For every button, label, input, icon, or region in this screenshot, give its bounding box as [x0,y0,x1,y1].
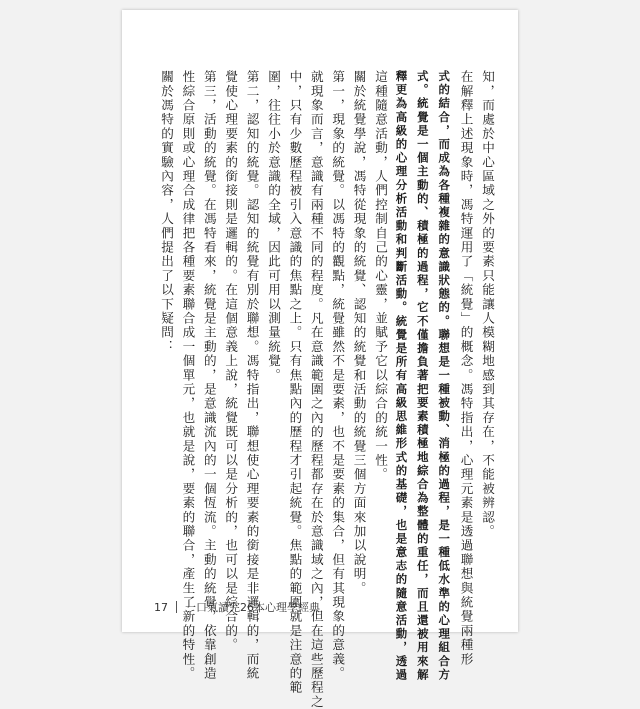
text-column-5: 釋更為高級的心理分析活動和判斷活動。統覺是所有高級思維形式的基礎，也是意志的隨意活動，透過 [394,70,409,682]
text-column-12: 第二，認知的統覺。認知的統覺有別於聯想。馮特指出，聯想使心理要素的銜接是非邏輯的，而統 [244,70,260,681]
text-column-4: 式。統覺是一個主動的、積極的過程，它不僅擔負著把要素積極地綜合為整體的重任，而且還被用來解 [415,70,430,682]
text-column-6: 這種隨意活動，人們控制自己的心靈，並賦予它以綜合的統一性。 [373,70,388,482]
text-column-8: 第一，現象的統覺。以馮特的觀點，統覺雖然不是要素，也不是要素的集合，但有其現象的意義。 [330,70,346,681]
book-page [122,10,518,709]
text-column-13: 覺使心理要素的銜接則是邏輯的。在這個意義上說，統覺既可以是分析的，也可以是綜合的。 [223,70,239,653]
page-footer [152,599,320,615]
book-title: 一口氣讀完26本心理學經典 [185,601,320,614]
text-column-16: 關於馮特的實驗內容，人們提出了以下疑問： [159,70,174,354]
text-column-7: 關於統覺學說，馮特從現象的統覺、認知的統覺和活動的統覺三個方面來加以說明。 [351,70,367,596]
text-column-15: 性綜合原則或心理合成律把各種要素聯合成一個單元，也就是說，要素的聯合，產生了新的特性。 [180,70,196,681]
text-column-9: 就現象而言，意識有兩種不同的程度。凡在意識範圍之內的歷程都存在於意識域之內，但在這些歷程之 [308,70,324,709]
text-column-3: 式的結合，而成為各種複雜的意識狀態的。聯想是一種被動、消極的過程，是一種低水準的心理組合方 [437,70,452,682]
page-number: 17 [154,600,168,614]
text-column-10: 中，只有少數歷程被引入意識的焦點之上。只有焦點內的歷程才引起統覺。焦點的範圍就是注意的範 [287,70,303,695]
text-column-2: 在解釋上述現象時，馮特運用了「統覺」的概念。馮特指出，心理元素是透過聯想與統覺兩種形 [458,70,474,667]
text-column-11: 圍，往往小於意識的全域，因此可用以測量統覺。 [266,70,281,383]
text-column-1: 知，而處於中心區域之外的要素只能讓人模糊地感到其存在，不能被辨認。 [480,70,495,539]
footer-divider [176,601,177,613]
text-column-14: 第三，活動的統覺。在馮特看來，統覺是主動的，是意識流內的一個恆流。主動的統覺，依靠創造 [201,70,217,681]
